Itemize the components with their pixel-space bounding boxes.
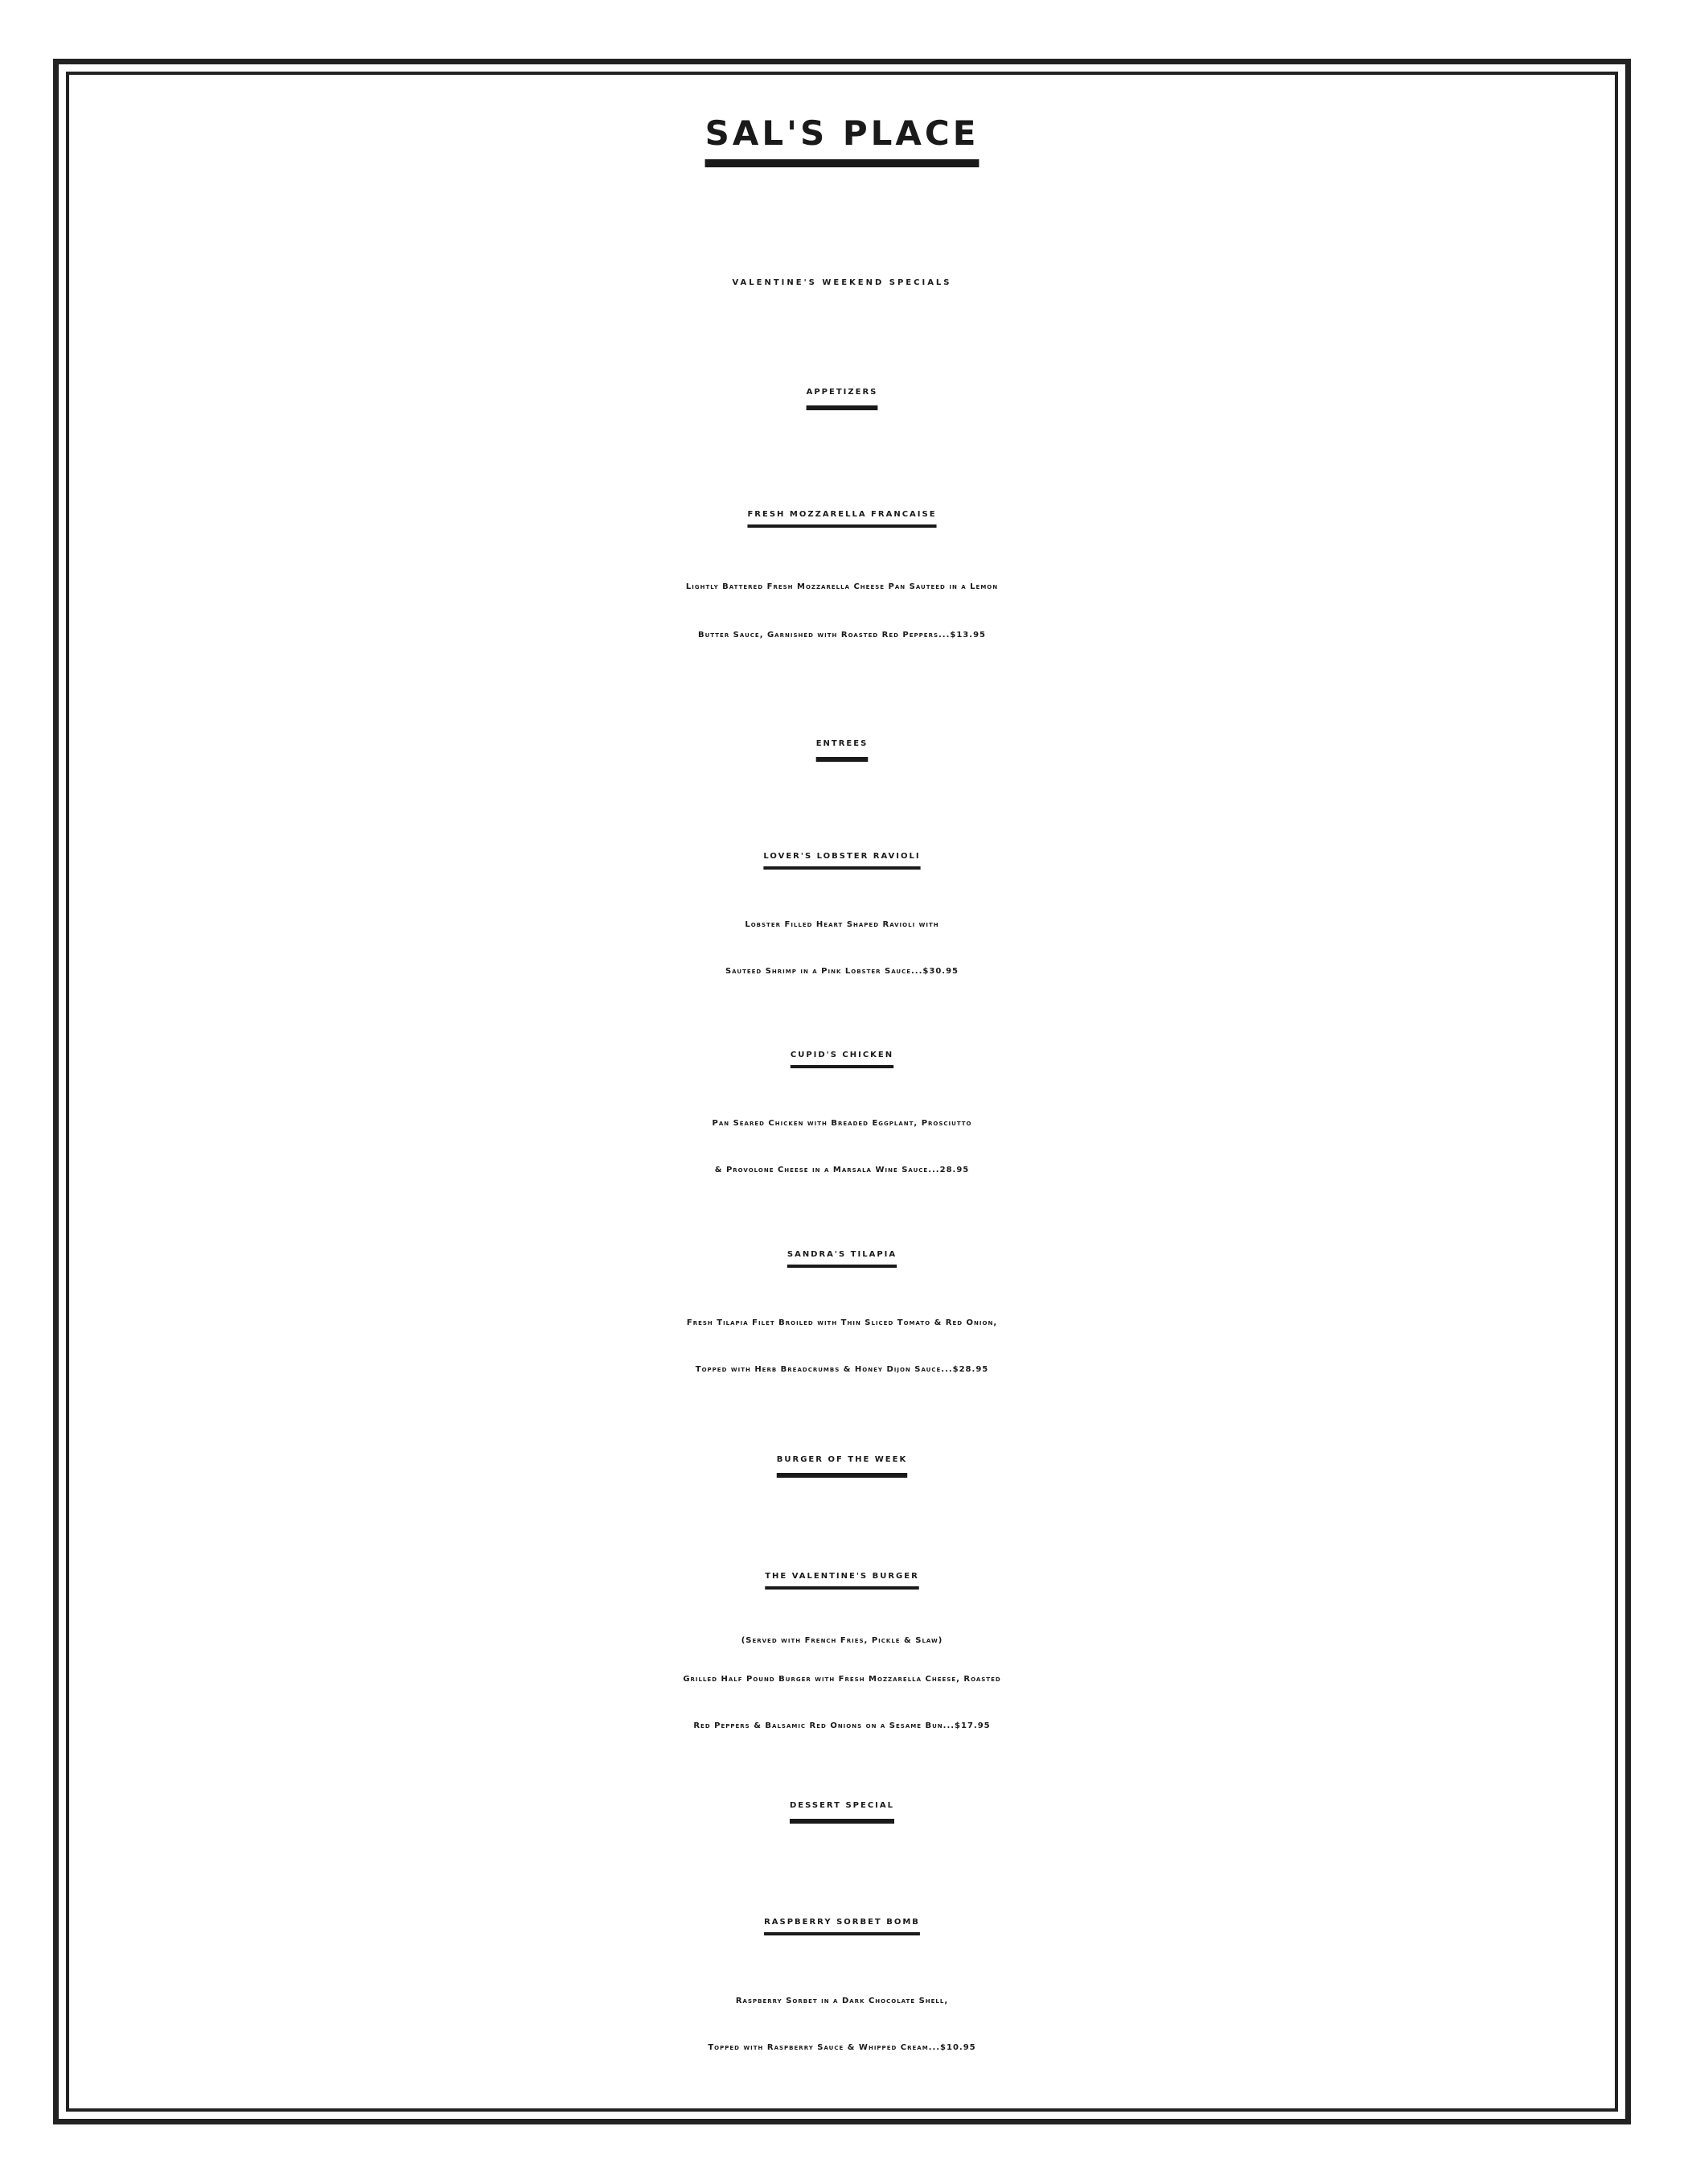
appetizer-item-name xyxy=(72,511,1612,519)
burger-heading xyxy=(72,1456,1612,1464)
entree-item-name xyxy=(72,1251,1612,1259)
restaurant-title xyxy=(72,113,1612,153)
entree-item-desc-line2: & Provolone Cheese in a Marsala Wine Sauce...28.95 xyxy=(714,1166,970,1174)
dessert-item-desc-line2: Topped with Raspberry Sauce & Whipped Cream...$10.95 xyxy=(708,2043,976,2052)
dessert-item-name xyxy=(72,1919,1612,1927)
entree-item-name-text: CUPID'S CHICKEN xyxy=(790,1051,894,1059)
burger-heading-text: BURGER OF THE WEEK xyxy=(776,1455,908,1464)
appetizer-item-name-text: FRESH MOZZARELLA FRANCAISE xyxy=(747,510,937,519)
entree-item-desc-line1: Fresh Tilapia Filet Broiled with Thin Sliced Tomato & Red Onion, xyxy=(686,1318,998,1327)
appetizers-heading-text: APPETIZERS xyxy=(806,388,878,397)
appetizers-heading xyxy=(72,389,1612,397)
dessert-item-name-text: RASPBERRY SORBET BOMB xyxy=(764,1918,920,1927)
burger-item-desc-line2: Red Peppers & Balsamic Red Onions on a Sesame Bun...$17.95 xyxy=(693,1721,991,1730)
appetizer-item-desc-line1: Lightly Battered Fresh Mozzarella Cheese Pan Sauteed in a Lemon xyxy=(685,582,999,591)
entree-item-desc-line2: Sauteed Shrimp in a Pink Lobster Sauce...$30.95 xyxy=(725,967,959,976)
burger-item-name xyxy=(72,1573,1612,1581)
burger-item-note: (Served with French Fries, Pickle & Slaw) xyxy=(741,1636,943,1645)
entree-item-name-text: SANDRA'S TILAPIA xyxy=(787,1250,897,1259)
entrees-heading xyxy=(72,740,1612,748)
entrees-heading-text: ENTREES xyxy=(815,739,869,748)
menu-content xyxy=(72,76,1612,2104)
entree-item-name xyxy=(72,1051,1612,1059)
dessert-heading xyxy=(72,1802,1612,1810)
burger-item-name-text: THE VALENTINE'S BURGER xyxy=(765,1572,919,1581)
dessert-item-desc-line1: Raspberry Sorbet in a Dark Chocolate Shell, xyxy=(735,1997,949,2005)
entree-item-desc-line1: Pan Seared Chicken with Breaded Eggplant, Prosciutto xyxy=(712,1119,972,1128)
entree-item-desc-line1: Lobster Filled Heart Shaped Ravioli with xyxy=(745,920,939,929)
entree-item-name-text: LOVER'S LOBSTER RAVIOLI xyxy=(763,852,921,861)
dessert-heading-text: DESSERT SPECIAL xyxy=(789,1801,894,1810)
entree-item-desc-line2: Topped with Herb Breadcrumbs & Honey Dijon Sauce...$28.95 xyxy=(695,1365,989,1374)
menu-subtitle: VALENTINE'S WEEKEND SPECIALS xyxy=(732,278,952,287)
entree-item-name xyxy=(72,853,1612,861)
burger-item-desc-line1: Grilled Half Pound Burger with Fresh Mozzarella Cheese, Roasted xyxy=(683,1675,1001,1684)
appetizer-item-desc-line2: Butter Sauce, Garnished with Roasted Red Peppers...$13.95 xyxy=(698,631,986,640)
restaurant-title-text: SAL'S PLACE xyxy=(704,113,980,153)
